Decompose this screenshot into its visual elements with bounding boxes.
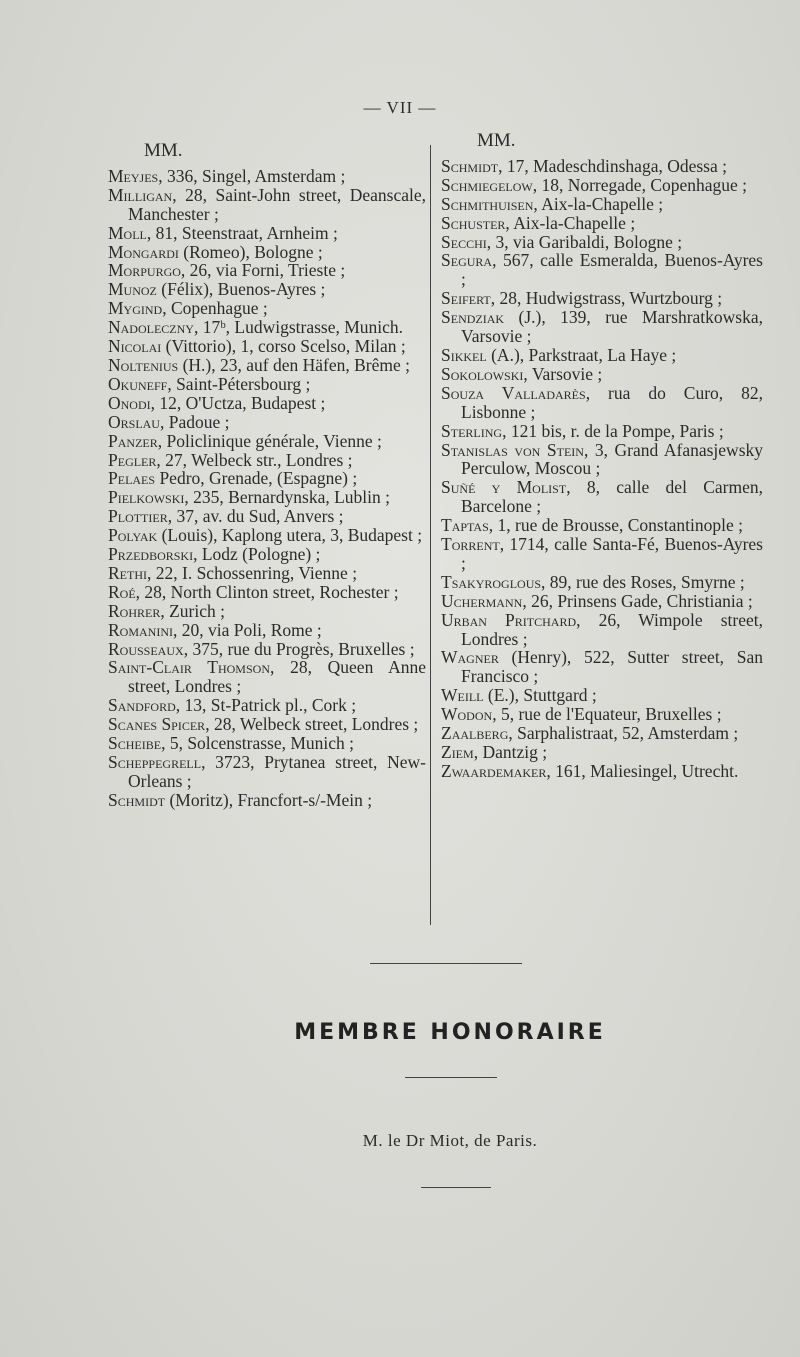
member-entry [441, 478, 763, 516]
member-address: , 3, via Garibaldi, Bologne ; [486, 231, 683, 252]
member-name: Souza Valladarès [441, 382, 586, 403]
member-entry [108, 564, 426, 583]
member-entry [108, 545, 426, 564]
member-name: Taptas [441, 515, 489, 536]
member-name: Scanes Spicer [108, 714, 206, 735]
member-name: Secchi [441, 231, 487, 252]
member-address: , Padoue ; [159, 411, 230, 432]
member-entry [441, 422, 763, 441]
member-entry [108, 356, 426, 375]
member-name: Sendziak [441, 307, 505, 328]
member-entry [441, 195, 763, 214]
member-address: , 12, O'Uctza, Budapest ; [150, 392, 326, 413]
member-name: Milligan [108, 184, 173, 205]
member-address: , Varsovie ; [523, 363, 603, 384]
right-column [441, 132, 763, 781]
member-entry [108, 658, 426, 696]
member-address: , 5, Solcenstrasse, Munich ; [161, 733, 355, 754]
member-entry [441, 648, 763, 686]
member-address: , 27, Welbeck str., Londres ; [156, 449, 353, 470]
member-name: Sokolowski [441, 363, 524, 384]
member-address: (Vittorio), 1, corso Scelso, Milan ; [161, 336, 406, 357]
member-name: Zwaardemaker [441, 760, 547, 781]
member-name: Rousseaux [108, 638, 184, 659]
member-name: Noltenius [108, 354, 179, 375]
member-name: Panzer [108, 430, 158, 451]
member-name: Stanislas von Stein [441, 439, 584, 460]
member-entry [108, 469, 426, 488]
member-address: , rua do Curo, 82, Lisbonne ; [461, 382, 763, 422]
member-entry [108, 167, 426, 186]
member-entry [108, 753, 426, 791]
member-address: (Romeo), Bologne ; [178, 241, 323, 262]
member-entry [108, 602, 426, 621]
member-address: (H.), 23, auf den Häfen, Brême ; [178, 354, 410, 375]
member-address: , 3, Grand Afanasjewsky Perculow, Moscou ; [461, 439, 764, 479]
member-entry [441, 214, 763, 233]
member-entry [441, 384, 763, 422]
member-entry [108, 734, 426, 753]
member-entry [108, 432, 426, 451]
member-name: Sandford [108, 695, 176, 716]
member-name: Rohrer [108, 600, 161, 621]
member-address: , 336, Singel, Amsterdam ; [158, 165, 346, 186]
member-address: , 161, Maliesingel, Utrecht. [546, 760, 739, 781]
member-name: Pegler [108, 449, 157, 470]
member-entry [108, 696, 426, 715]
separator-rule [421, 1187, 491, 1188]
member-address: (Moritz), Francfort-s/-Mein ; [165, 789, 373, 810]
member-entry [441, 743, 763, 762]
member-name: Schmidt [441, 155, 499, 176]
member-address: , 567, calle Esmeralda, Buenos-Ayres ; [461, 250, 763, 290]
member-name: Onodi [108, 392, 151, 413]
member-entry [108, 186, 426, 224]
right-entry-list [441, 157, 763, 781]
member-name: Munoz [108, 279, 157, 300]
member-address: , Copenhague ; [162, 298, 268, 319]
member-address: , 37, av. du Sud, Anvers ; [167, 506, 344, 527]
member-name: Seifert [441, 288, 491, 309]
member-address: , Zurich ; [160, 600, 225, 621]
separator-rule [405, 1077, 497, 1078]
member-name: Pielkowski [108, 487, 185, 508]
member-entry [108, 261, 426, 280]
member-address: , 1, rue de Brousse, Constantinople ; [488, 515, 743, 536]
member-name: Moll [108, 222, 147, 243]
member-name: Weill [441, 685, 484, 706]
member-entry [441, 308, 763, 346]
member-name: Schuster [441, 212, 506, 233]
member-name: Meyjes [108, 165, 159, 186]
member-address: , Lodz (Pologne) ; [193, 544, 321, 565]
member-name: Rethi [108, 562, 147, 583]
member-name: Urban Pritchard [441, 609, 577, 630]
member-entry [441, 346, 763, 365]
member-name: Orslau [108, 411, 160, 432]
member-address: , 3723, Prytanea street, New-Orleans ; [128, 752, 426, 791]
member-entry [108, 224, 426, 243]
member-name: Ziem [441, 742, 474, 762]
member-entry [441, 233, 763, 252]
member-entry [108, 451, 426, 470]
member-address: , 28, Saint-John street, Deanscale, Manchester ; [128, 184, 426, 224]
member-entry [108, 583, 426, 602]
member-address: Pedro, Grenade, (Espagne) ; [155, 468, 358, 489]
member-address: , 121 bis, r. de la Pompe, Paris ; [502, 420, 724, 441]
left-column [108, 142, 426, 810]
member-name: Schmidt [108, 789, 166, 810]
member-address: , 1714, calle Santa-Fé, Buenos-Ayres ; [461, 534, 763, 573]
member-entry [108, 488, 426, 507]
member-name: Schmiegelow [441, 174, 533, 195]
member-entry [441, 176, 763, 195]
member-entry [441, 289, 763, 308]
member-name: Roé [108, 581, 136, 602]
member-address: , 22, I. Schossenring, Vienne ; [147, 562, 358, 583]
member-entry [441, 705, 763, 724]
member-name: Sterling [441, 420, 503, 441]
member-entry [441, 157, 763, 176]
member-address: , Aix-la-Chapelle ; [505, 212, 636, 233]
member-name: Segura [441, 250, 493, 271]
member-address: , 375, rue du Progrès, Bruxelles ; [183, 638, 415, 659]
member-address: , 81, Steenstraat, Arnheim ; [146, 222, 338, 243]
member-entry [108, 375, 426, 394]
member-name: Nadoleczny [108, 317, 194, 338]
member-address: (J.), 139, rue Marshratkowska, Varsovie ; [461, 307, 763, 347]
member-address: (Henry), 522, Sutter street, San Francisco ; [461, 647, 763, 687]
member-entry [108, 299, 426, 318]
member-address: , 28, Welbeck street, Londres ; [205, 714, 419, 735]
member-name: Tsakyroglous [441, 571, 542, 592]
page-number: — VII — [363, 98, 437, 117]
member-entry [441, 762, 763, 781]
member-entry [441, 535, 763, 573]
member-entry [441, 365, 763, 384]
member-address: (E.), Stuttgard ; [483, 685, 597, 706]
member-entry [441, 573, 763, 592]
honorary-member: M. le Dr Miot, de Paris. [362, 1131, 538, 1150]
member-entry [441, 441, 763, 479]
member-address: , 28, North Clinton street, Rochester ; [135, 581, 399, 602]
member-address: (Félix), Buenos-Ayres ; [156, 279, 326, 300]
member-entry [108, 394, 426, 413]
right-column-header: MM. [477, 130, 516, 151]
member-name: Okuneff [108, 373, 168, 394]
member-entry [108, 318, 426, 337]
member-name: Mygind [108, 298, 163, 319]
member-name: Uchermann [441, 590, 523, 611]
left-entry-list [108, 167, 426, 810]
member-address: , Saint-Pétersbourg ; [167, 373, 311, 394]
member-name: Przedborski [108, 544, 194, 565]
member-name: Schmithuisen [441, 193, 534, 214]
member-name: Pelaes [108, 468, 156, 489]
member-name: Mongardi [108, 241, 179, 262]
member-entry [108, 507, 426, 526]
member-address: , 17ᵇ, Ludwigstrasse, Munich. [193, 317, 404, 338]
separator-rule [370, 963, 522, 964]
member-entry [441, 686, 763, 705]
member-address: , 28, Hudwigstrass, Wurtzbourg ; [490, 288, 723, 309]
member-address: , 89, rue des Roses, Smyrne ; [541, 571, 745, 592]
member-entry [108, 791, 426, 810]
member-entry [441, 724, 763, 743]
member-entry [108, 337, 426, 356]
member-name: Polyak [108, 525, 158, 546]
member-name: Plottier [108, 506, 168, 527]
member-address: , 26, Prinsens Gade, Christiania ; [522, 590, 753, 611]
member-entry [108, 413, 426, 432]
member-entry [441, 611, 763, 649]
member-address: , 235, Bernardynska, Lublin ; [184, 487, 390, 508]
member-entry [108, 640, 426, 659]
member-name: Saint-Clair Thomson [108, 657, 270, 678]
member-name: Suñé y Molist [441, 477, 567, 498]
member-address: , 13, St-Patrick pl., Cork ; [175, 695, 357, 716]
column-divider [430, 145, 431, 925]
member-address: , 18, Norregade, Copenhague ; [532, 174, 748, 195]
member-address: , 5, rue de l'Equateur, Bruxelles ; [492, 704, 722, 725]
member-address: (A.), Parkstraat, La Haye ; [486, 344, 677, 365]
member-name: Wodon [441, 704, 493, 725]
member-entry [441, 516, 763, 535]
member-address: , Policlinique générale, Vienne ; [157, 430, 382, 451]
member-name: Sikkel [441, 344, 487, 365]
member-address: , 20, via Poli, Rome ; [173, 619, 322, 640]
member-address: , Dantzig ; [473, 742, 548, 762]
member-address: , 28, Queen Anne street, Londres ; [128, 657, 426, 697]
section-title: MEMBRE HONORAIRE [294, 1020, 606, 1045]
member-address: , 8, calle del Carmen, Barcelone ; [461, 477, 763, 517]
member-address: , 17, Madeschdinshaga, Odessa ; [498, 155, 727, 176]
member-name: Romanini [108, 619, 173, 640]
member-address: , Sarphalistraat, 52, Amsterdam ; [508, 723, 739, 744]
member-entry [108, 526, 426, 545]
member-name: Zaalberg [441, 723, 509, 744]
member-address: , Aix-la-Chapelle ; [533, 193, 664, 214]
member-entry [108, 280, 426, 299]
member-name: Scheibe [108, 733, 162, 754]
member-entry [441, 251, 763, 289]
member-address: , 26, via Forni, Trieste ; [180, 260, 346, 281]
member-entry [108, 621, 426, 640]
member-entry [108, 243, 426, 262]
member-name: Nicolai [108, 336, 162, 357]
left-column-header: MM. [144, 140, 183, 161]
member-address: , 26, Wimpole street, Londres ; [461, 609, 763, 649]
member-entry [441, 592, 763, 611]
member-name: Wagner [441, 647, 499, 668]
member-name: Morpurgo [108, 260, 181, 281]
member-name: Torrent [441, 534, 500, 555]
member-name: Scheppegrell [108, 752, 202, 772]
member-address: (Louis), Kaplong utera, 3, Budapest ; [157, 525, 423, 546]
member-entry [108, 715, 426, 734]
